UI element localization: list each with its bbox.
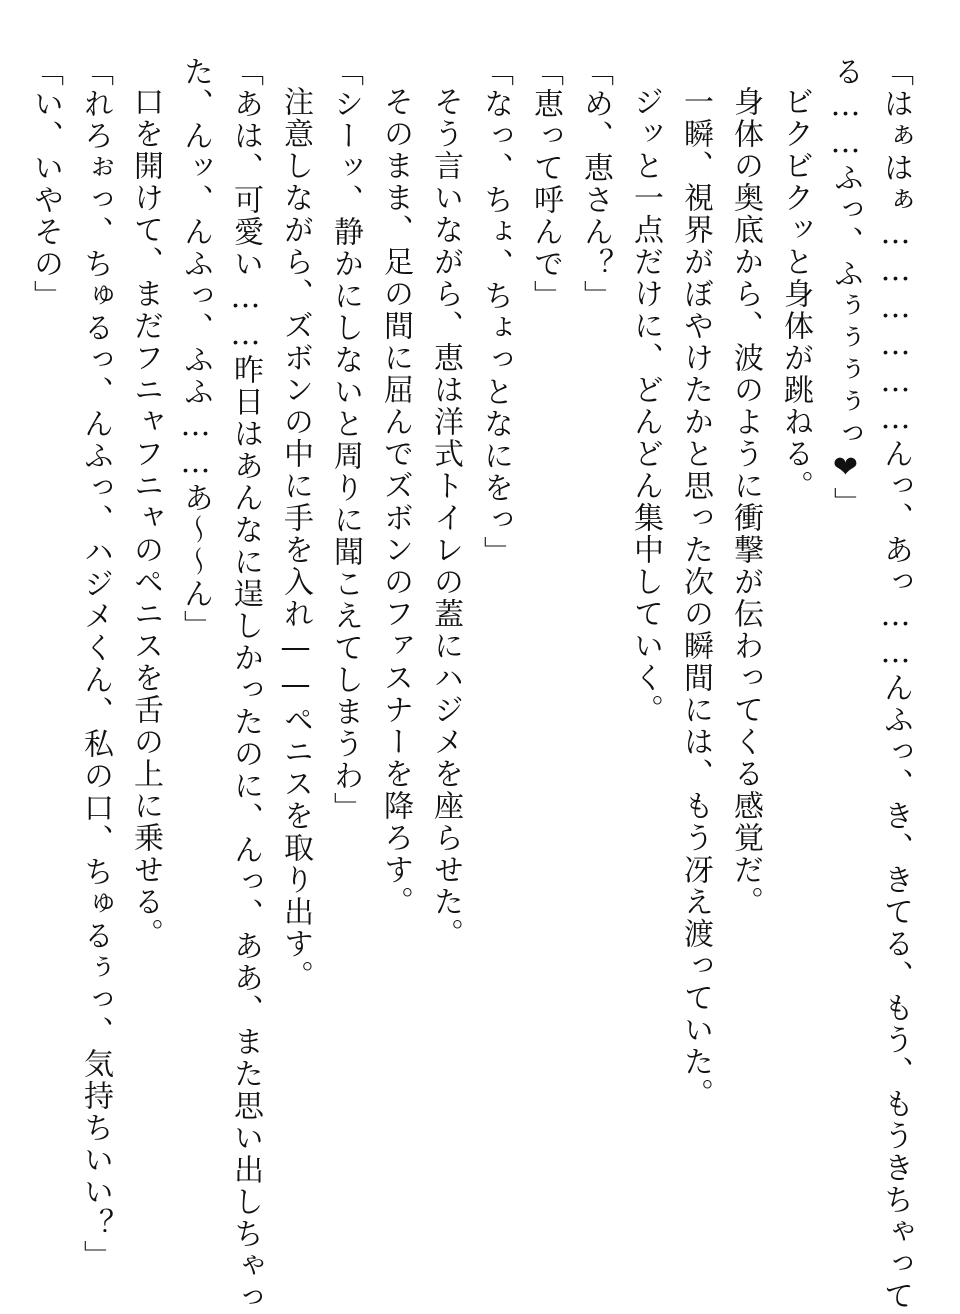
text-column-2: る……ふっ、ふぅぅぅぅっ❤」 xyxy=(828,56,863,519)
text-column-15: た、んッ、んふっ、ふふ……あ〜〜ん」 xyxy=(178,56,213,642)
text-column-11: そのまま、足の間に屈んでズボンのファスナーを降ろす。 xyxy=(378,86,413,918)
text-column-1: 「はぁはぁ………………んっ、あっ……んふっ、き、きてる、もう、もうきちゃって xyxy=(878,56,913,1312)
text-column-9: 「なっ、ちょ、ちょっとなにをっ」 xyxy=(478,56,513,568)
text-column-17: 「れろぉっ、ちゅるっ、んふっ、ハジメくん、私の口、ちゅるぅっ、気持ちいい？」 xyxy=(78,56,113,1272)
text-column-4: 身体の奥底から、波のように衝撃が伝わってくる感覚だ。 xyxy=(728,86,763,918)
text-column-10: そう言いながら、恵は洋式トイレの蓋にハジメを座らせた。 xyxy=(428,86,463,950)
text-column-16: 口を開けて、まだフニャフニャのペニスを舌の上に乗せる。 xyxy=(128,86,163,950)
vertical-text-body xyxy=(20,56,920,1314)
text-column-6: ジッと一点だけに、どんどん集中していく。 xyxy=(628,86,663,726)
text-column-5: 一瞬、視界がぼやけたかと思った次の瞬間には、もう冴え渡っていた。 xyxy=(678,86,713,1110)
text-column-12: 「シーッ、静かにしないと周りに聞こえてしまうわ」 xyxy=(328,56,363,824)
text-column-14: 「あは、可愛い……昨日はあんなに逞しかったのに、んっ、ああ、また思い出しちゃっ xyxy=(228,56,263,1314)
text-column-13: 注意しながら、ズボンの中に手を入れ——ペニスを取り出す。 xyxy=(278,86,313,992)
text-column-8: 「恵って呼んで」 xyxy=(528,56,563,312)
text-column-3: ビクビクッと身体が跳ねる。 xyxy=(778,86,813,502)
text-column-18: 「い、いやその」 xyxy=(28,56,63,312)
text-column-7: 「め、恵さん？」 xyxy=(578,56,613,312)
